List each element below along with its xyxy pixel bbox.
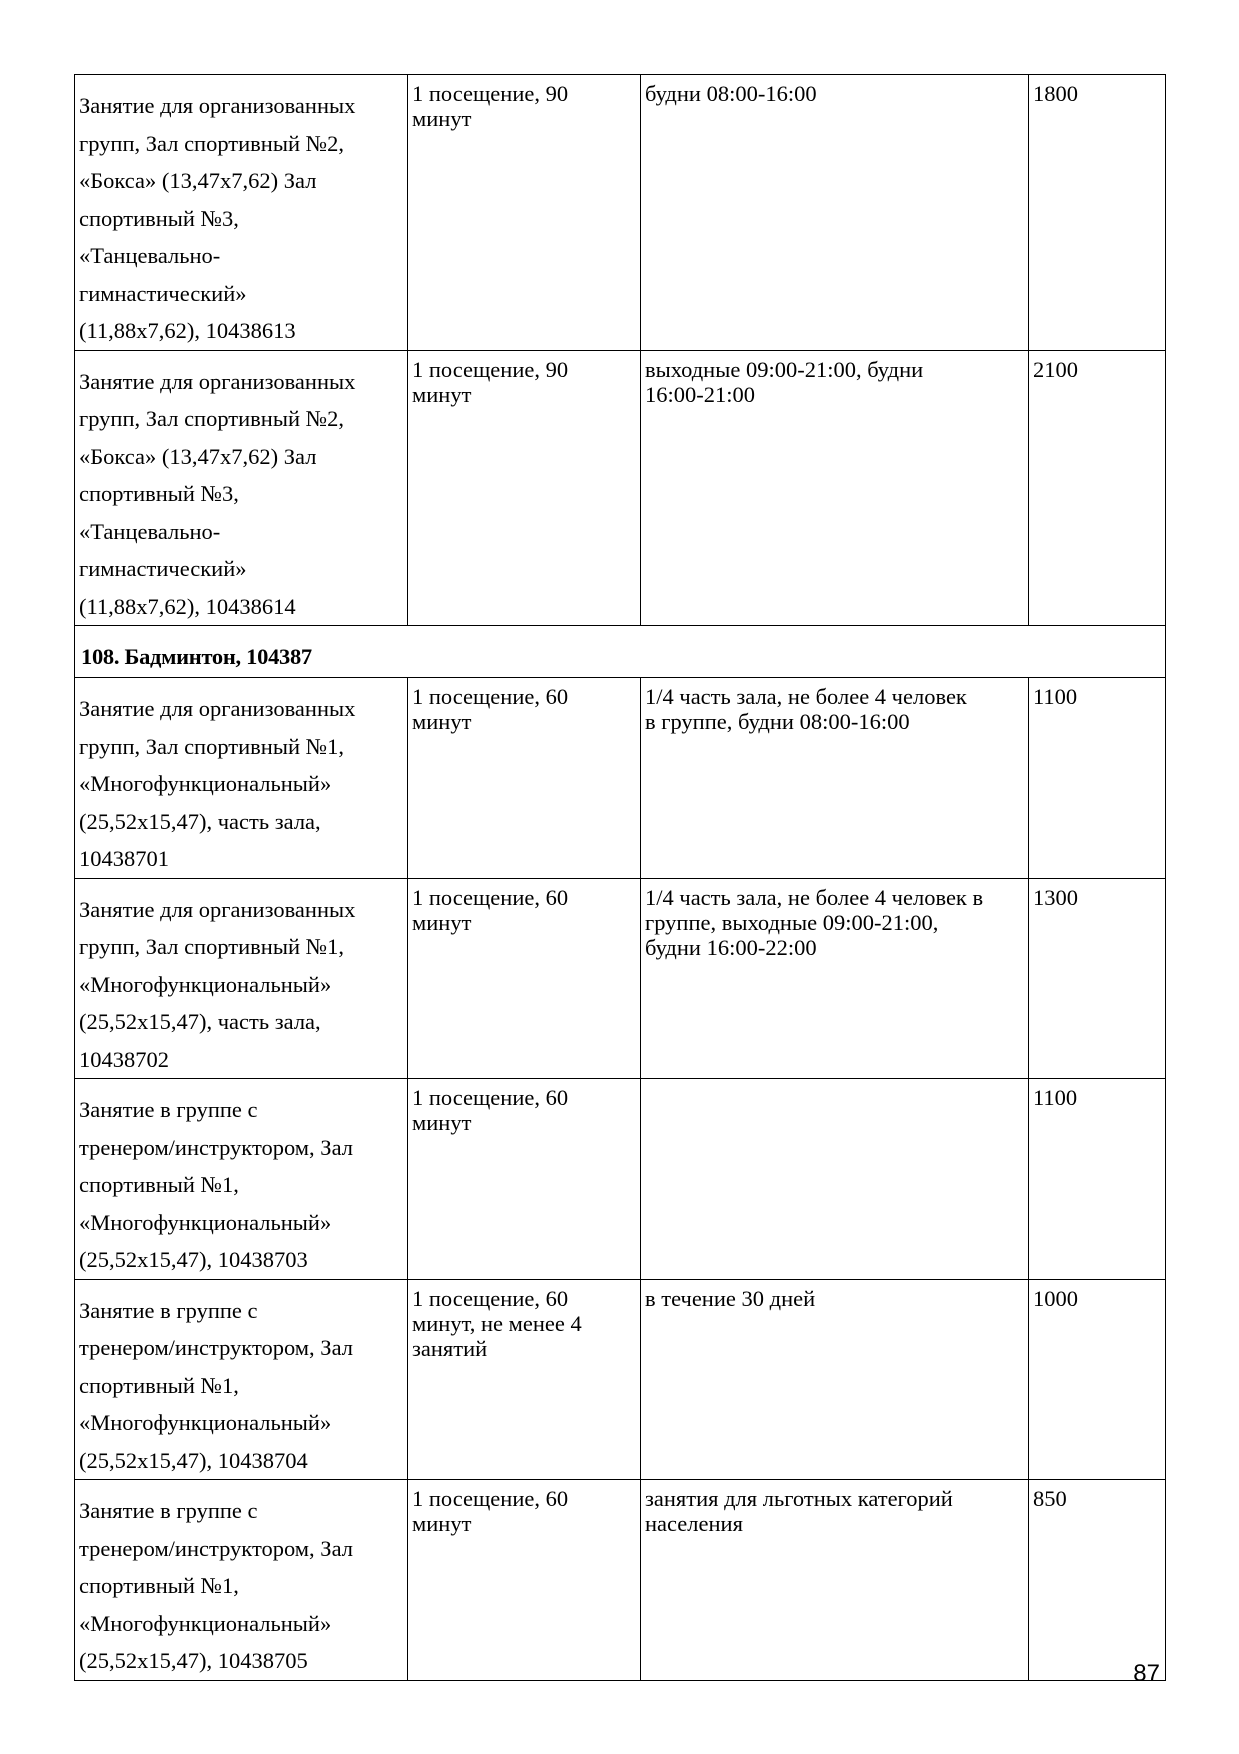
duration-cell: 1 посещение, 60 минут xyxy=(408,1079,641,1280)
conditions-cell xyxy=(641,1079,1029,1280)
table-row xyxy=(75,350,1166,626)
duration-cell: 1 посещение, 60 минут xyxy=(408,1480,641,1681)
service-name-cell: Занятие в группе с тренером/инструктором, Зал спортивный №1, «Многофункциональный» (25,52х15,47), 10438704 xyxy=(75,1279,408,1480)
price-table xyxy=(74,74,1166,1681)
price-cell: 1300 xyxy=(1029,878,1166,1079)
service-name-cell: Занятие для организованных групп, Зал спортивный №1, «Многофункциональный» (25,52х15,47), часть зала, 10438702 xyxy=(75,878,408,1079)
duration-cell: 1 посещение, 90 минут xyxy=(408,350,641,626)
table-row xyxy=(75,1480,1166,1681)
duration-cell: 1 посещение, 60 минут, не менее 4 занятий xyxy=(408,1279,641,1480)
conditions-cell: выходные 09:00-21:00, будни 16:00-21:00 xyxy=(641,350,1029,626)
price-cell: 1100 xyxy=(1029,678,1166,879)
page-number: 87 xyxy=(1133,1660,1160,1687)
section-header-row xyxy=(75,626,1166,678)
conditions-cell: 1/4 часть зала, не более 4 человек в группе, будни 08:00-16:00 xyxy=(641,678,1029,879)
table-row xyxy=(75,75,1166,351)
duration-cell: 1 посещение, 90 минут xyxy=(408,75,641,351)
table-row xyxy=(75,878,1166,1079)
table-row xyxy=(75,1279,1166,1480)
table-row xyxy=(75,1079,1166,1280)
duration-cell: 1 посещение, 60 минут xyxy=(408,878,641,1079)
price-cell: 1000 xyxy=(1029,1279,1166,1480)
duration-cell: 1 посещение, 60 минут xyxy=(408,678,641,879)
conditions-cell: занятия для льготных категорий населения xyxy=(641,1480,1029,1681)
price-cell: 850 xyxy=(1029,1480,1166,1681)
price-cell: 1800 xyxy=(1029,75,1166,351)
service-name-cell: Занятие в группе с тренером/инструктором, Зал спортивный №1, «Многофункциональный» (25,52х15,47), 10438703 xyxy=(75,1079,408,1280)
service-name-cell: Занятие для организованных групп, Зал спортивный №2, «Бокса» (13,47х7,62) Зал спортивный №3, «Танцевально- гимнастический» (11,88х7,62), 10438613 xyxy=(75,75,408,351)
service-name-cell: Занятие для организованных групп, Зал спортивный №2, «Бокса» (13,47х7,62) Зал спортивный №3, «Танцевально- гимнастический» (11,88х7,62), 10438614 xyxy=(75,350,408,626)
section-title: 108. Бадминтон, 104387 xyxy=(81,643,312,669)
price-cell: 1100 xyxy=(1029,1079,1166,1280)
price-cell: 2100 xyxy=(1029,350,1166,626)
service-name-cell: Занятие в группе с тренером/инструктором, Зал спортивный №1, «Многофункциональный» (25,52х15,47), 10438705 xyxy=(75,1480,408,1681)
conditions-cell: в течение 30 дней xyxy=(641,1279,1029,1480)
section-header-cell xyxy=(75,626,1166,678)
table-row xyxy=(75,678,1166,879)
conditions-cell: будни 08:00-16:00 xyxy=(641,75,1029,351)
service-name-cell: Занятие для организованных групп, Зал спортивный №1, «Многофункциональный» (25,52х15,47), часть зала, 10438701 xyxy=(75,678,408,879)
conditions-cell: 1/4 часть зала, не более 4 человек в группе, выходные 09:00-21:00, будни 16:00-22:00 xyxy=(641,878,1029,1079)
